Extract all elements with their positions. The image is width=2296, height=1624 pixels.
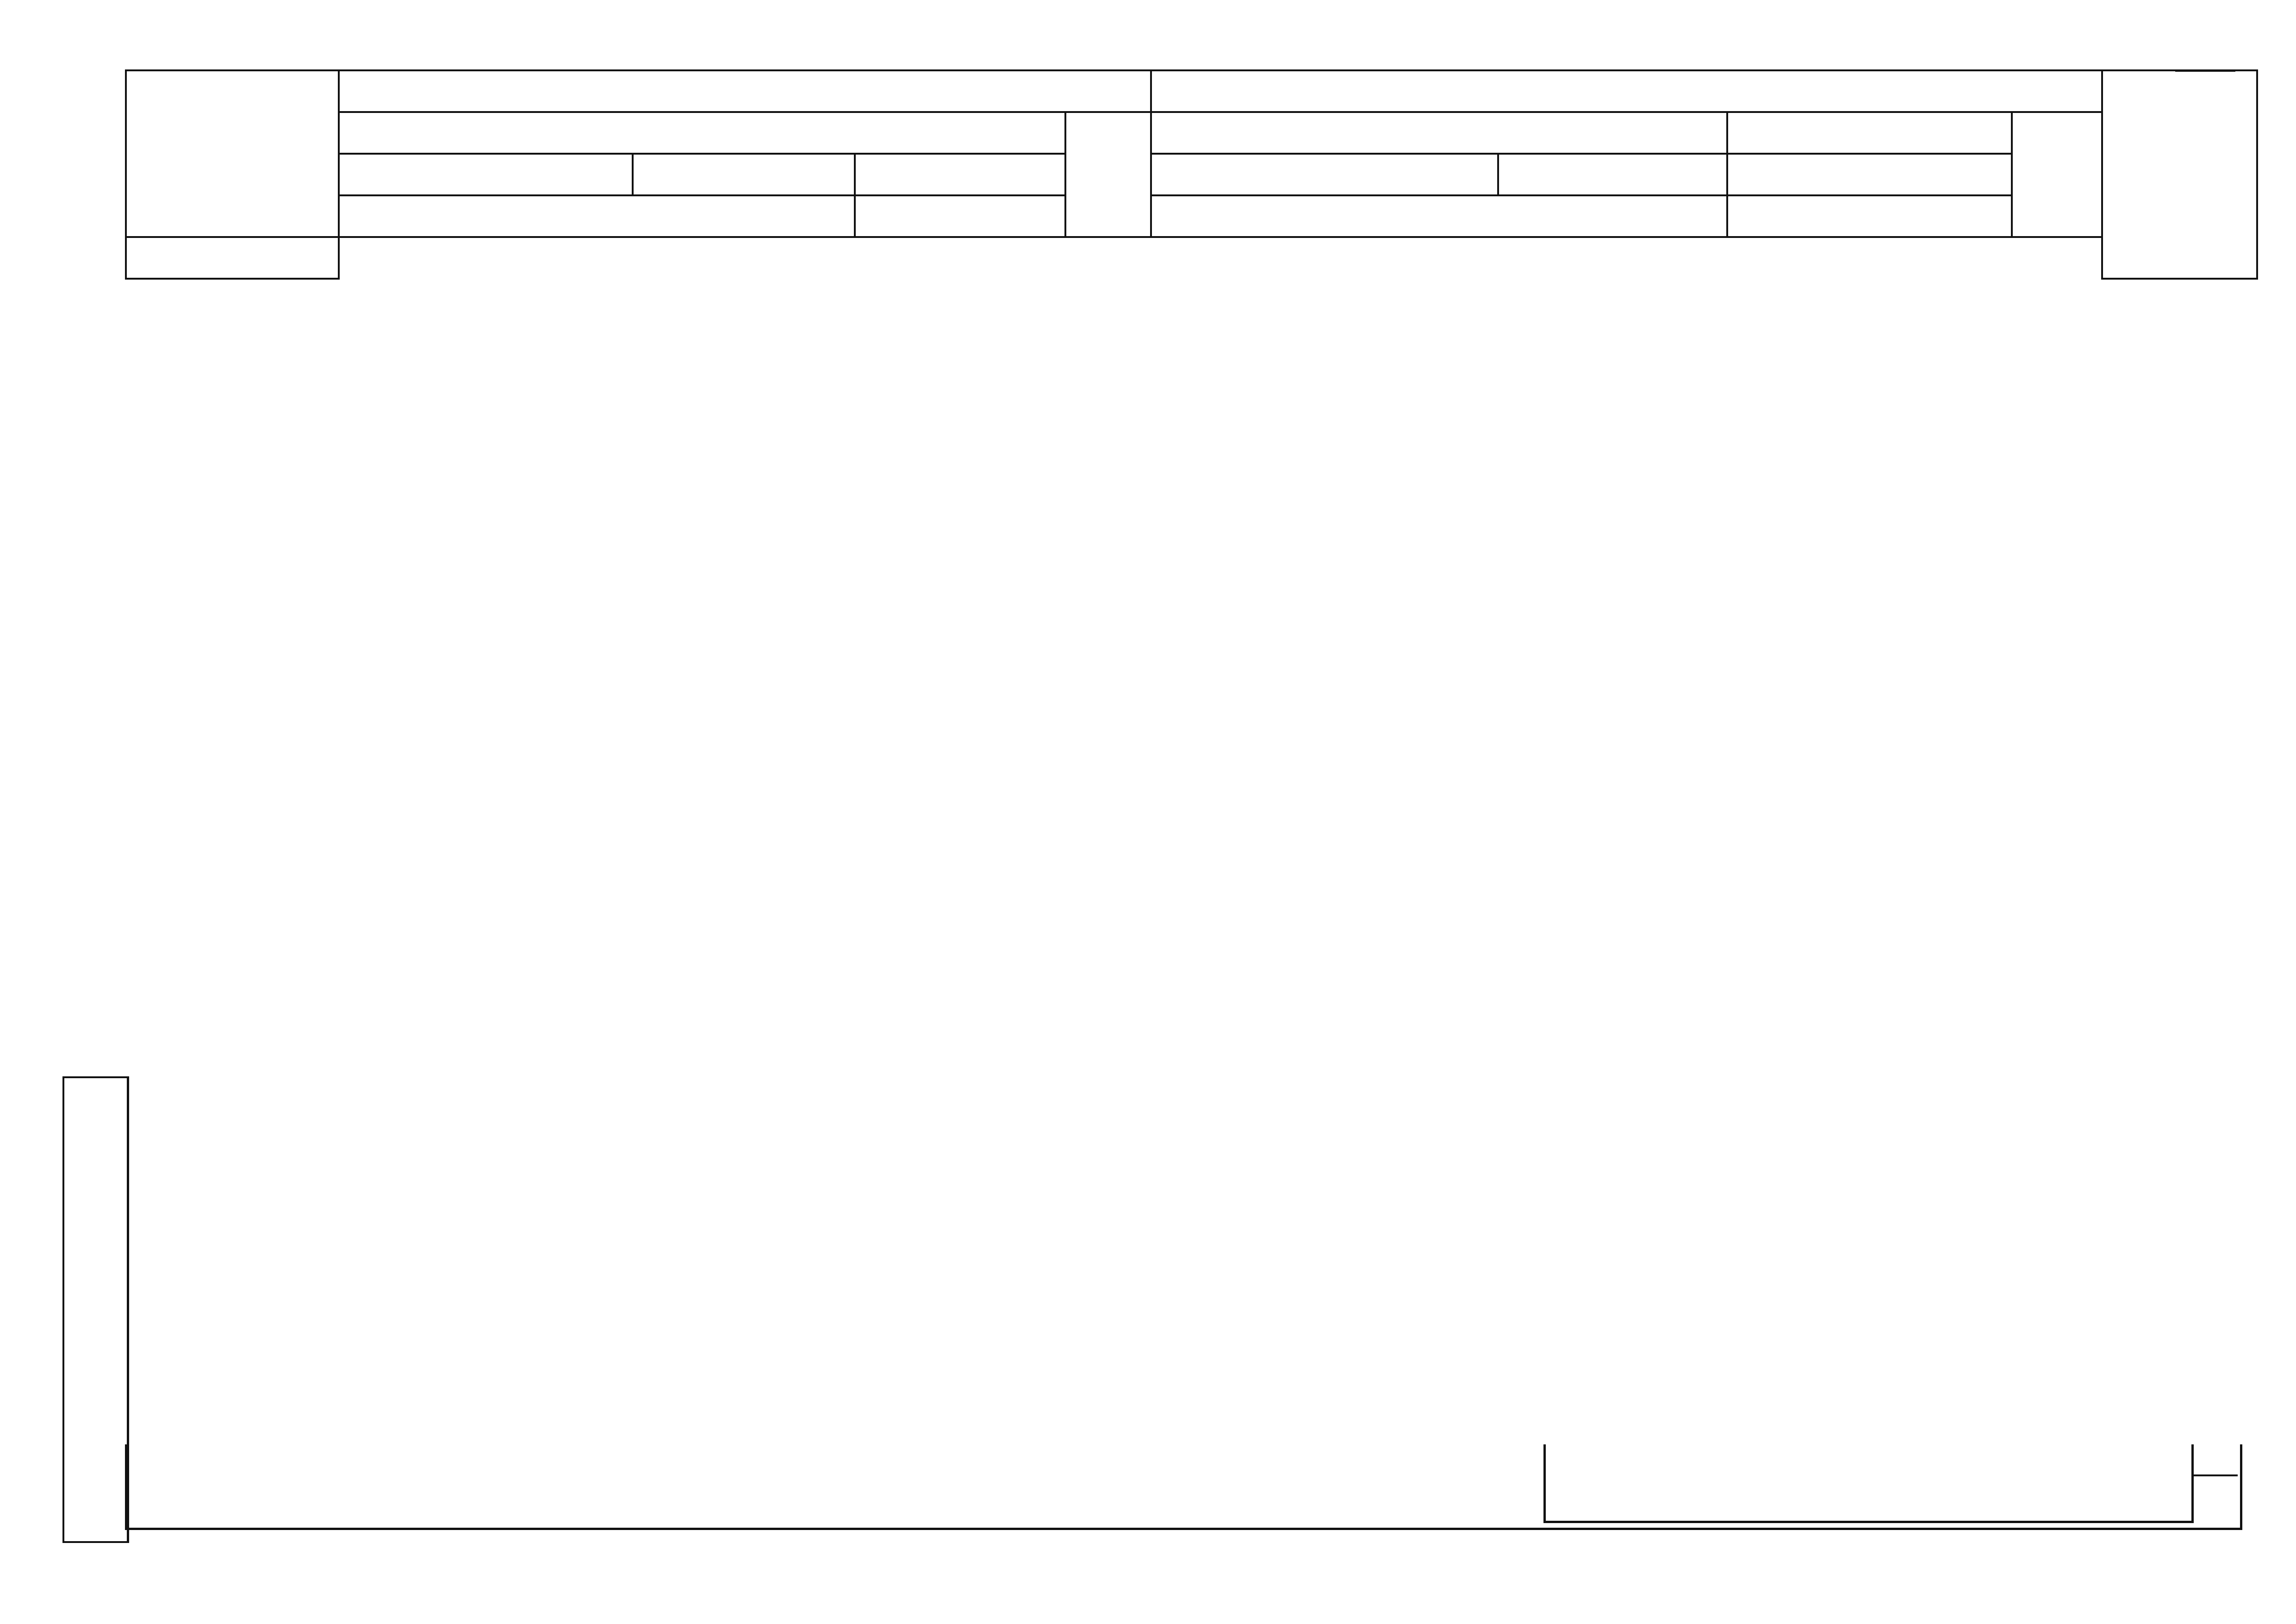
vsego-header-2 — [2012, 112, 2102, 237]
class-bp1-header — [855, 154, 1065, 195]
class-a2-header — [633, 154, 855, 195]
armat-group-header — [339, 70, 1151, 112]
total-consumption-header — [2102, 70, 2257, 279]
steel-grade-header — [1727, 154, 2012, 195]
armatura-class-header-2 — [1151, 112, 1727, 154]
approval-side-strip — [62, 1076, 129, 1543]
class-a3b-header — [1498, 154, 1727, 195]
armatura-class-header-1 — [339, 112, 1065, 154]
vsego-header-1 — [1065, 112, 1151, 237]
gost-6727-header — [855, 195, 1065, 237]
material-spec-table — [125, 69, 2258, 280]
gost-5781b-header — [1151, 195, 1727, 237]
prokat-header — [1727, 112, 2012, 154]
gost-5781-header — [339, 195, 855, 237]
class-a3-header — [339, 154, 633, 195]
class-a1-header — [1151, 154, 1498, 195]
zaklad-group-header — [1151, 70, 2102, 112]
marka-header — [126, 70, 339, 237]
document-code — [1543, 1444, 2194, 1523]
sheet-label — [2191, 1447, 2238, 1476]
gost-8509-header — [1727, 195, 2012, 237]
marka-subheader — [126, 237, 339, 279]
